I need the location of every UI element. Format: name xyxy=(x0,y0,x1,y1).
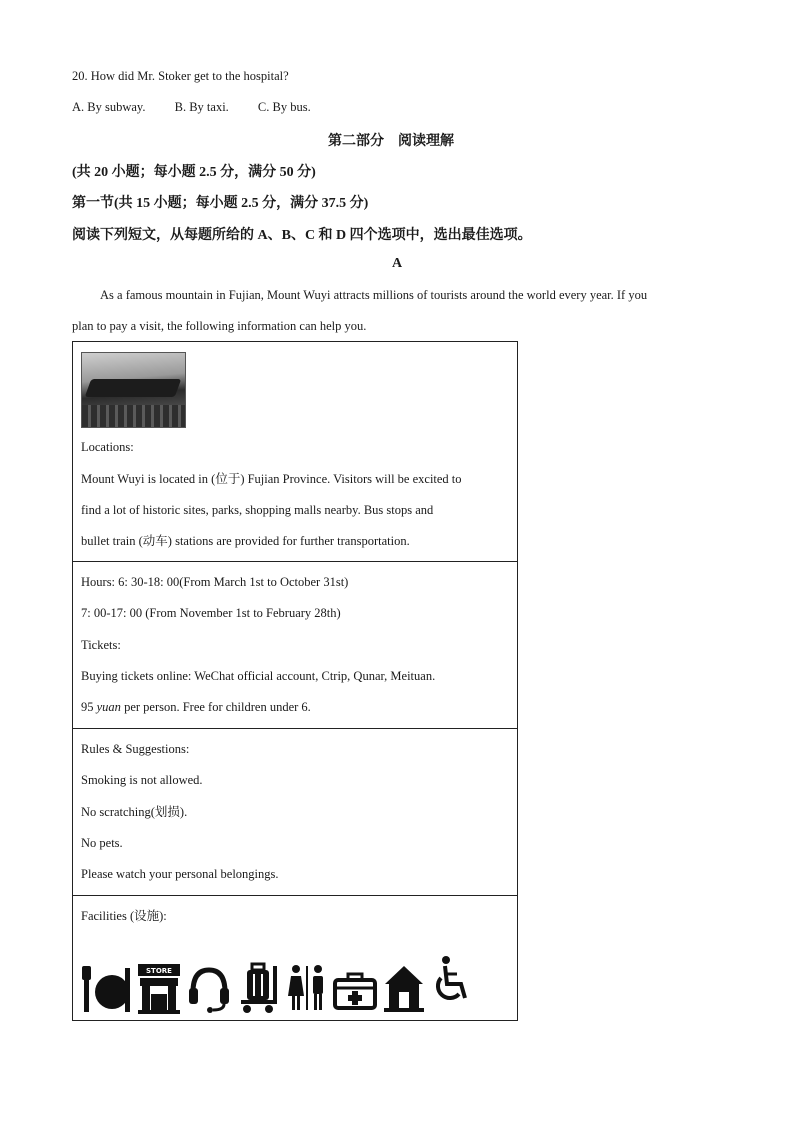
question-options xyxy=(72,99,337,115)
store-sign-text: STORE xyxy=(146,967,172,975)
rule-item: No scratching(划损). xyxy=(81,805,188,819)
restroom-icon xyxy=(287,962,327,1014)
facilities-heading: Facilities (设施): xyxy=(81,909,167,923)
restaurant-icon xyxy=(81,962,131,1014)
hours-line-1: Hours: 6: 30-18: 00(From March 1st to October 31st) xyxy=(81,575,349,589)
rule-item: Smoking is not allowed. xyxy=(81,773,203,787)
headphones-icon xyxy=(187,962,231,1014)
rule-item: Please watch your personal belongings. xyxy=(81,867,279,881)
passage-intro-1: As a famous mountain in Fujian, Mount Wuyi attracts millions of tourists around the world every year. If you xyxy=(100,288,648,302)
passage-intro-2: plan to pay a visit, the following information can help you. xyxy=(72,319,367,333)
instruction: 阅读下列短文，从每题所给的 A、B、C 和 D 四个选项中，选出最佳选项。 xyxy=(72,228,532,243)
rules-heading: Rules & Suggestions: xyxy=(81,742,190,756)
question-stem: 20. How did Mr. Stoker get to the hospital? xyxy=(72,69,289,83)
passage-letter: A xyxy=(391,256,403,271)
locations-line: bullet train (动车) stations are provided for further transportation. xyxy=(81,534,410,548)
luggage-icon xyxy=(237,962,281,1014)
hours-line-2: 7: 00-17: 00 (From November 1st to February 28th) xyxy=(81,606,341,620)
first-aid-icon xyxy=(333,962,377,1014)
ticket-price xyxy=(81,699,311,715)
hours-tickets-section xyxy=(72,561,518,728)
rules-section xyxy=(72,728,518,895)
locations-heading: Locations: xyxy=(81,440,134,454)
mountain-photo xyxy=(81,352,186,428)
store-icon xyxy=(137,962,181,1014)
option-a: A. By subway. xyxy=(72,100,146,114)
price-rest: per person. Free for children under 6. xyxy=(120,700,311,714)
option-c: C. By bus. xyxy=(257,100,311,114)
locations-line: find a lot of historic sites, parks, shopping malls nearby. Bus stops and xyxy=(81,503,434,517)
wheelchair-icon xyxy=(431,954,473,1014)
option-b: B. By taxi. xyxy=(174,100,229,114)
scoring-total: (共 20 小题；每小题 2.5 分，满分 50 分) xyxy=(72,165,316,180)
tickets-online: Buying tickets online: WeChat official account, Ctrip, Qunar, Meituan. xyxy=(81,669,436,683)
locations-section xyxy=(72,341,518,561)
subsection-title: 第一节(共 15 小题；每小题 2.5 分，满分 37.5 分) xyxy=(72,196,369,211)
rule-item: No pets. xyxy=(81,836,123,850)
price-number: 95 xyxy=(81,700,97,714)
price-unit: yuan xyxy=(96,700,121,714)
shelter-icon xyxy=(383,962,425,1014)
tickets-heading: Tickets: xyxy=(81,638,121,652)
locations-line: Mount Wuyi is located in (位于) Fujian Province. Visitors will be excited to xyxy=(81,472,462,486)
facility-icons xyxy=(81,954,473,1014)
part-title: 第二部分 阅读理解 xyxy=(328,134,454,149)
facilities-section xyxy=(72,895,518,1021)
